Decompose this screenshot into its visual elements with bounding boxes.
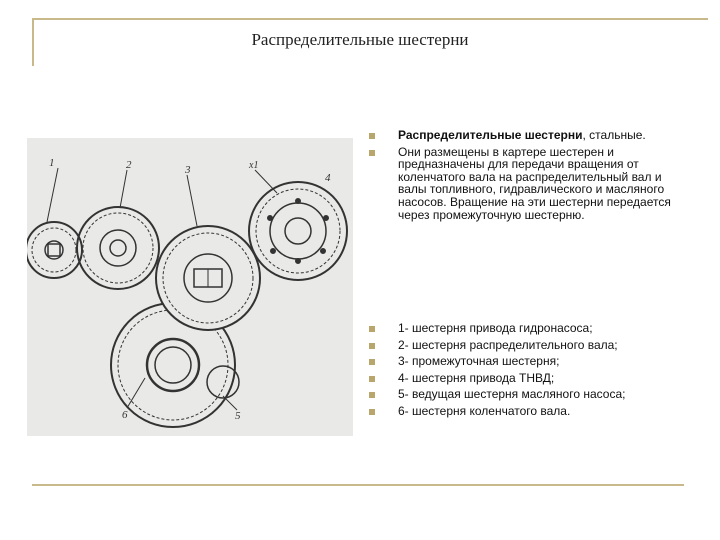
bullet-square-icon [369,409,375,415]
description-list [368,129,688,221]
gear-4 [249,182,347,280]
legend-list [368,322,688,418]
gear-3 [156,226,260,330]
bullet-square-icon [369,326,375,332]
item-text: 4- шестерня привода ТНВД; [398,370,555,385]
bullet-square-icon [369,392,375,398]
slide-title: Распределительные шестерни [251,30,469,49]
item-text: 6- шестерня коленчатого вала. [398,403,571,418]
item-text: 1- шестерня привода гидронасоса; [398,321,593,335]
item-text: Они размещены в картере шестерен и предназначены для передачи вращения от коленчатого вала на распределительный вал и валы топливного, гидравлического и масляного насосов. Вращение на эти шестерни передается через промежуточную шестерню. [398,144,671,222]
gear-2 [77,207,159,289]
callout-x1: x1 [249,160,259,171]
gear-diagram-svg [27,138,353,436]
list-item [368,146,688,222]
callout-1: 1 [49,157,55,169]
callout-6: 6 [122,409,128,421]
list-item [368,322,688,335]
bullet-square-icon [369,376,375,382]
item-text: 2- шестерня распределительного вала; [398,337,618,352]
bullet-square-icon [369,359,375,365]
gear-1 [27,222,82,278]
bold-term: Распределительные шестерни [398,128,583,142]
item-text: 5- ведущая шестерня масляного насоса; [398,387,626,402]
gear-diagram [27,138,353,436]
bullet-square-icon [369,343,375,349]
bullet-square-icon [369,133,375,139]
list-item [368,355,688,368]
list-item [368,339,688,352]
callout-5: 5 [235,410,241,422]
list-item [368,129,688,142]
list-item [368,372,688,385]
list-item [368,388,688,401]
frame-bottom-line [32,484,684,486]
list-item [368,405,688,418]
gear-5 [207,366,239,398]
item-text: 3- промежуточная шестерня; [398,354,560,369]
callout-2: 2 [126,159,132,171]
callout-4: 4 [325,172,331,184]
frame-top-line [32,18,708,20]
item-text: , стальные. [582,128,646,142]
callout-3: 3 [185,164,191,176]
bullet-square-icon [369,150,375,156]
